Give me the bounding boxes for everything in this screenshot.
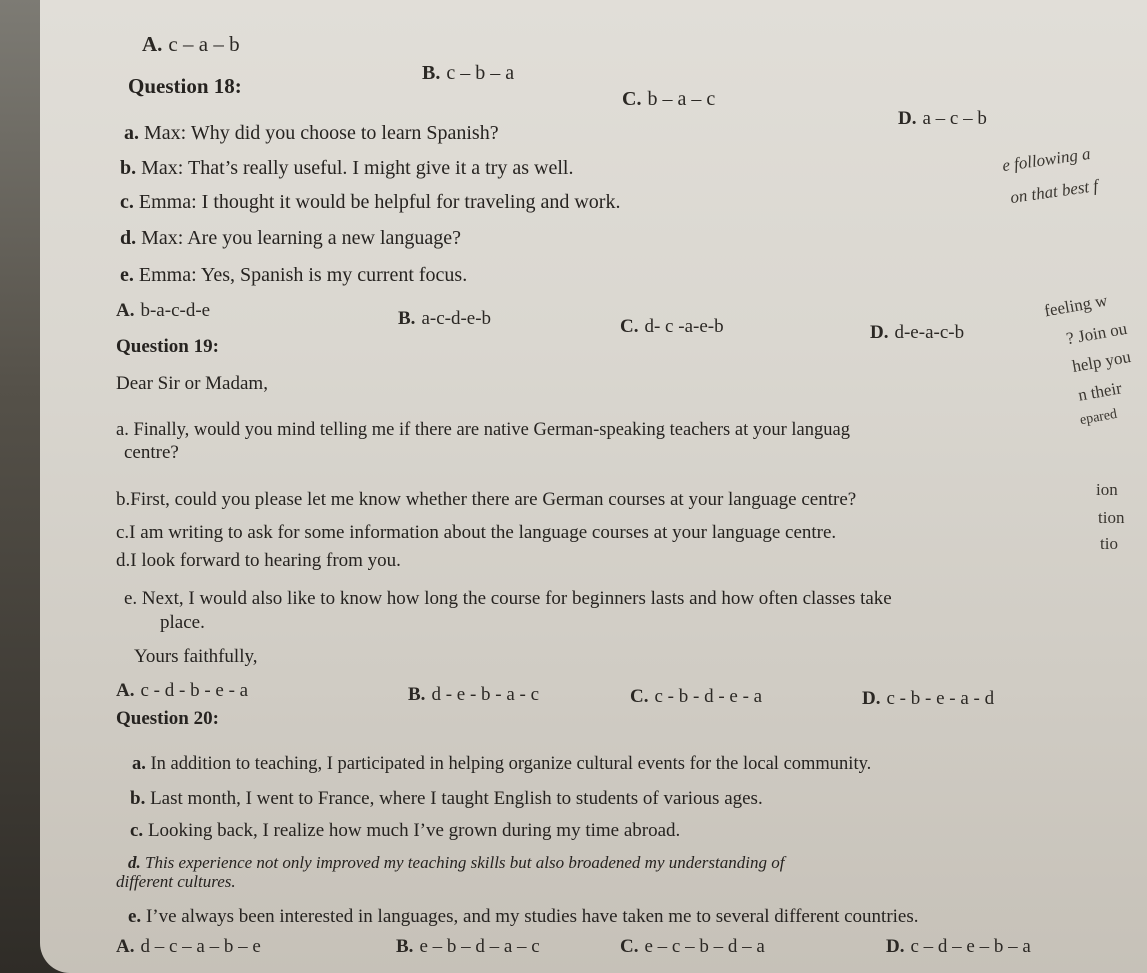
adjacent-page-text: e following a [1001, 143, 1092, 176]
q19-line-b: b.First, could you please let me know whether there are German courses at your language centre? [116, 489, 857, 510]
q19-line-a-cont: centre? [124, 442, 179, 463]
adjacent-page-text: n their [1076, 378, 1124, 405]
worksheet-page [40, 0, 1147, 973]
adjacent-page-text: epared [1078, 406, 1119, 429]
q20-option-a: A. d – c – a – b – e [116, 936, 261, 957]
q18-option-c: C. d- c -a-e-b [620, 316, 724, 337]
q19-option-b: B. d - e - b - a - c [408, 684, 540, 705]
q20-line-d-cont: different cultures. [116, 872, 236, 891]
q19-line-d: d.I look forward to hearing from you. [116, 550, 401, 571]
question-18-title: Question 18: [128, 74, 242, 98]
q20-option-c: C. e – c – b – d – a [620, 936, 765, 957]
q17-option-b: B. c – b – a [422, 62, 515, 84]
q20-line-b: b. Last month, I went to France, where I taught English to students of various ages. [130, 788, 763, 809]
q18-line-a: a. Max: Why did you choose to learn Spanish? [124, 122, 499, 144]
adjacent-page-text: tion [1098, 508, 1125, 527]
question-20-title: Question 20: [116, 708, 219, 729]
adjacent-page-text: feeling w [1042, 290, 1109, 321]
q20-line-d: d. This experience not only improved my teaching skills but also broadened my understanding of [128, 853, 785, 872]
q20-line-a: a. In addition to teaching, I participated in helping organize cultural events for the local community. [132, 754, 872, 774]
q19-salutation: Dear Sir or Madam, [116, 373, 268, 394]
q18-line-c: c. Emma: I thought it would be helpful for traveling and work. [120, 191, 621, 213]
q20-line-e: e. I’ve always been interested in languages, and my studies have taken me to several different countries. [128, 906, 919, 927]
q17-option-a: A. c – a – b [142, 32, 240, 56]
q19-closing: Yours faithfully, [134, 646, 258, 667]
q17-option-d: D. a – c – b [898, 108, 987, 129]
q18-option-a: A. b-a-c-d-e [116, 300, 211, 321]
adjacent-page-text: help you [1070, 347, 1133, 376]
q19-line-e: e. Next, I would also like to know how long the course for beginners lasts and how often classes take [124, 588, 892, 609]
q18-option-b: B. a-c-d-e-b [398, 308, 492, 329]
q18-line-b: b. Max: That’s really useful. I might give it a try as well. [120, 157, 574, 179]
q17-option-c: C. b – a – c [622, 88, 716, 110]
q20-option-d: D. c – d – e – b – a [886, 936, 1031, 957]
adjacent-page-text: on that best f [1009, 175, 1100, 208]
q19-line-c: c.I am writing to ask for some information about the language courses at your language centre. [116, 522, 837, 543]
q20-line-c: c. Looking back, I realize how much I’ve grown during my time abroad. [130, 820, 681, 841]
q18-line-e: e. Emma: Yes, Spanish is my current focus. [120, 264, 468, 286]
adjacent-page-text: tio [1100, 534, 1118, 553]
q19-line-a: a. Finally, would you mind telling me if there are native German-speaking teachers at your languag [116, 420, 850, 440]
q19-option-d: D. c - b - e - a - d [862, 688, 995, 709]
q20-option-b: B. e – b – d – a – c [396, 936, 540, 957]
adjacent-page-text: ? Join ou [1064, 318, 1129, 349]
q19-option-a: A. c - d - b - e - a [116, 680, 249, 701]
q18-line-d: d. Max: Are you learning a new language? [120, 227, 462, 249]
q18-option-d: D. d-e-a-c-b [870, 322, 965, 343]
q19-line-e-cont: place. [160, 612, 205, 633]
adjacent-page-text: ion [1096, 480, 1118, 499]
question-19-title: Question 19: [116, 336, 219, 357]
q19-option-c: C. c - b - d - e - a [630, 686, 763, 707]
